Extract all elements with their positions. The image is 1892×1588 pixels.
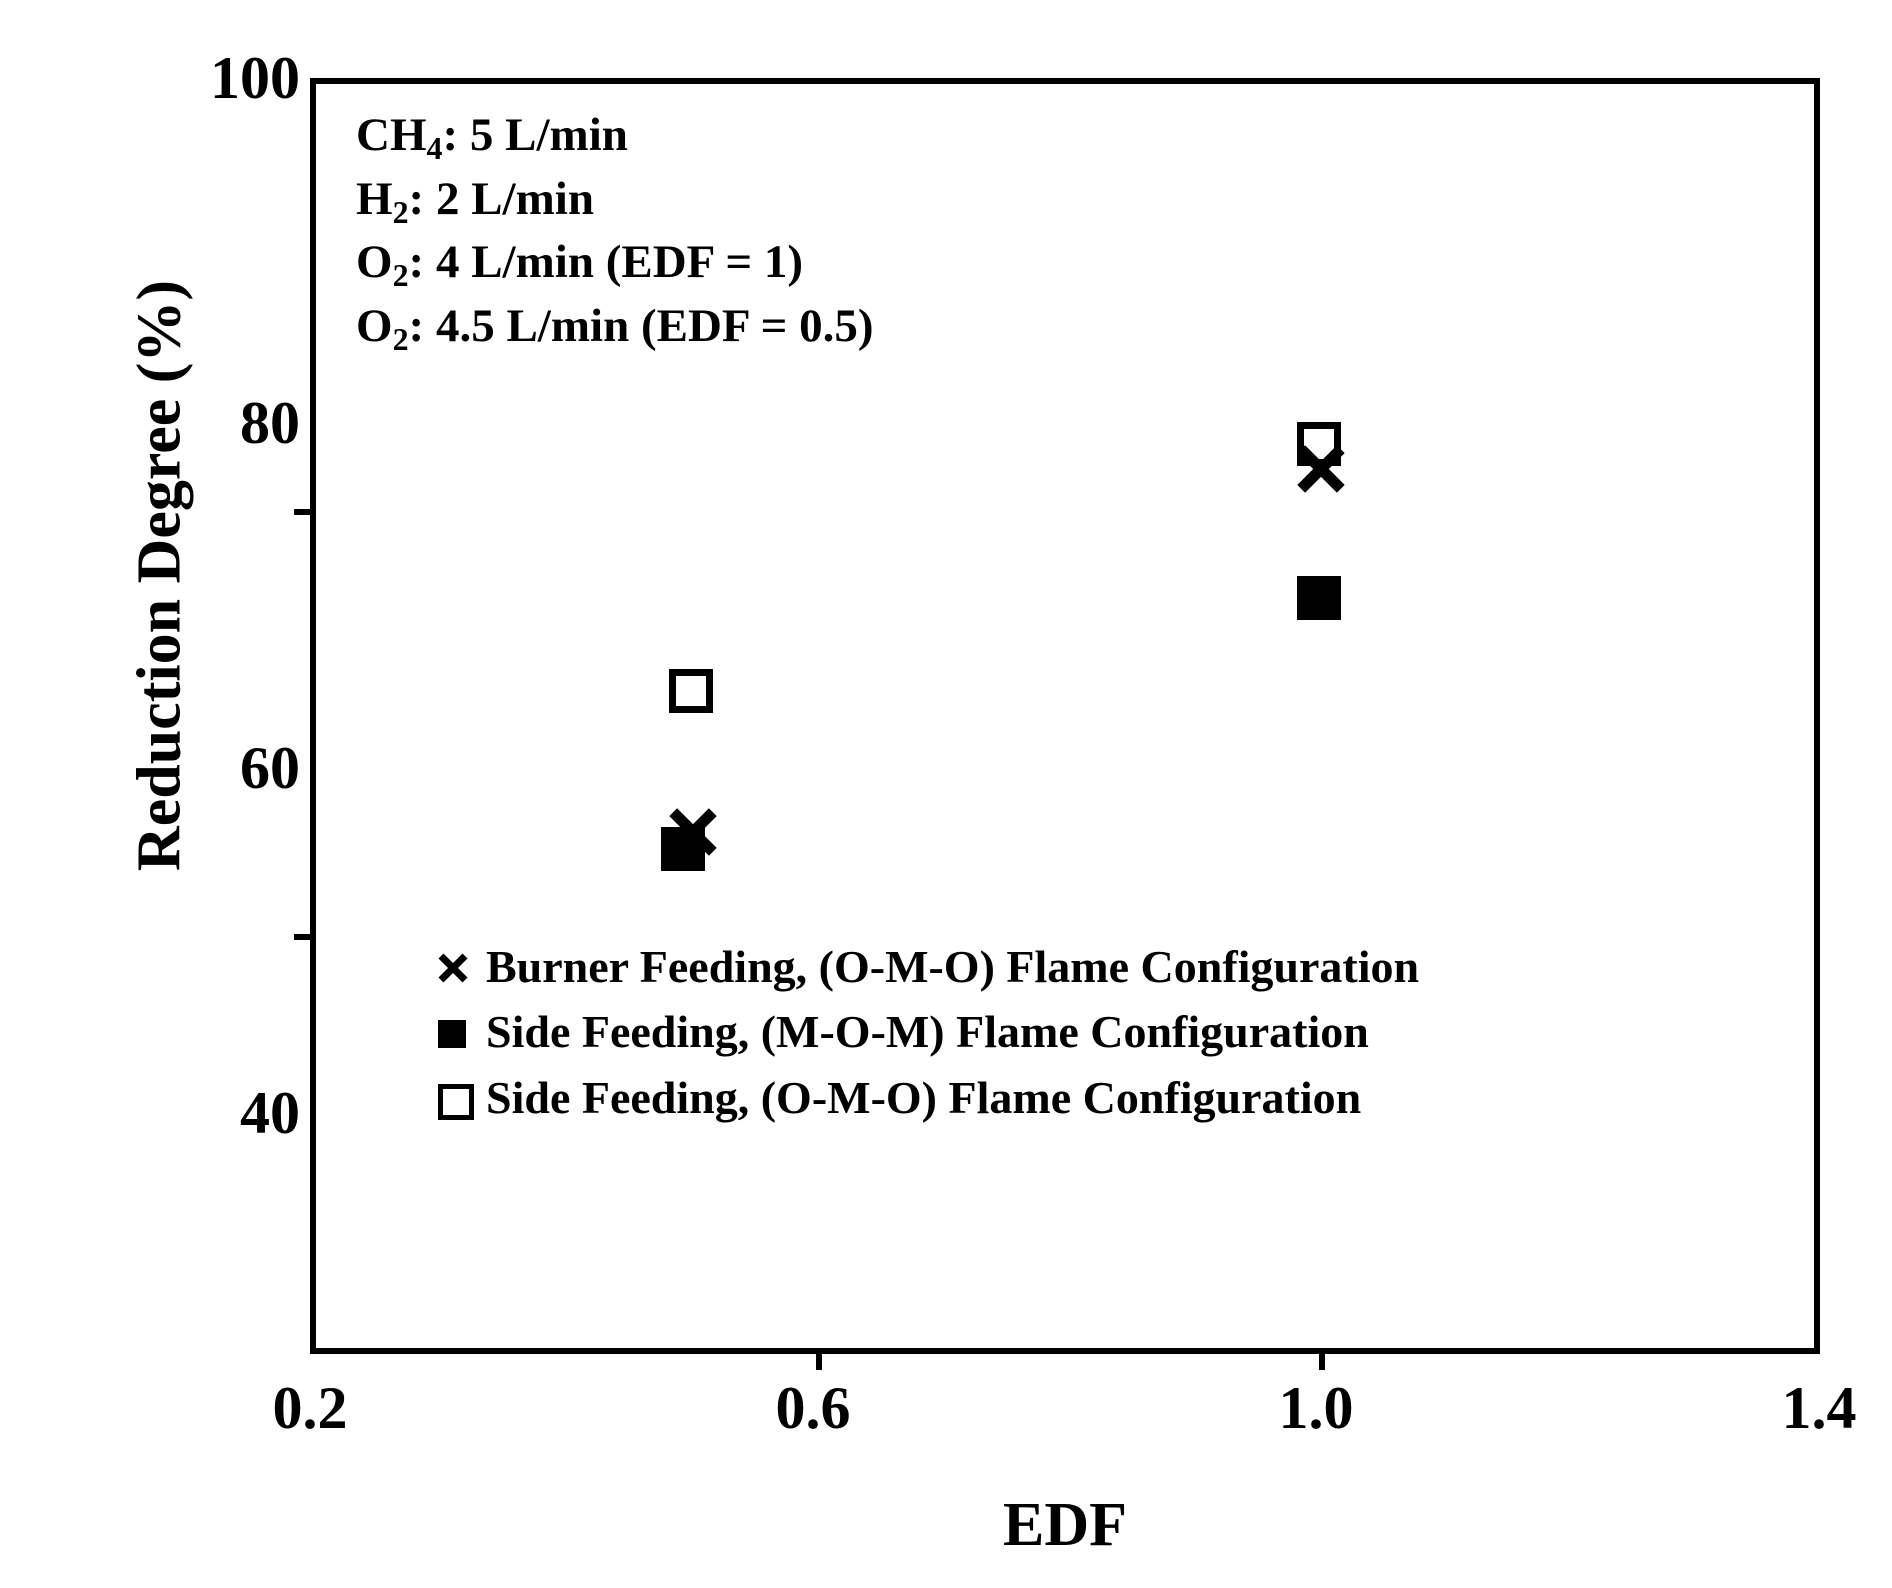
- legend-item-side-feeding-mom: [434, 999, 1419, 1064]
- condition-line-o2-edf1: $O_2$: 4 L/min (EDF = 1): [356, 236, 804, 293]
- plot-area: [310, 78, 1820, 1354]
- y-tick-label-100: 100: [210, 45, 300, 111]
- legend-label-burner-feeding: Burner Feeding, (O-M-O) Flame Configuration: [486, 941, 1420, 992]
- y-tick-label-80: 80: [240, 390, 300, 456]
- x-tick-label-0.2: 0.2: [272, 1375, 348, 1441]
- legend-item-burner-feeding: [434, 934, 1419, 999]
- open-square-marker-icon: [434, 1072, 486, 1122]
- y-tick-mark-80: [294, 509, 316, 515]
- x-axis-title: EDF: [1003, 1491, 1127, 1559]
- x-tick-label-1.4: 1.4: [1781, 1375, 1857, 1441]
- condition-line-h2: $H_2$: 2 L/min: [356, 172, 594, 230]
- x-tick-label-0.6: 0.6: [775, 1375, 851, 1441]
- data-point-cross-1.0: [1293, 441, 1349, 497]
- y-tick-label-40: 40: [240, 1080, 300, 1146]
- y-axis-title: Reduction Degree (%): [125, 279, 194, 872]
- condition-line-o2-edf05: $O_2$: 4.5 L/min (EDF = 0.5): [356, 299, 874, 357]
- filled-square-marker-icon: [434, 1007, 486, 1057]
- conditions-annotation: [356, 106, 874, 360]
- y-tick-mark-60: [294, 934, 316, 940]
- legend: [434, 934, 1419, 1130]
- x-tick-mark-1.0: [1319, 1348, 1325, 1370]
- legend-item-side-feeding-omo: [434, 1065, 1419, 1130]
- y-tick-label-60: 60: [240, 735, 300, 801]
- cross-marker-icon: [434, 942, 486, 992]
- data-point-open-square-0.5: [669, 669, 713, 713]
- data-point-filled-square-0.5: [661, 827, 705, 871]
- x-tick-mark-0.6: [816, 1348, 822, 1370]
- legend-label-side-feeding-omo: Side Feeding, (O-M-O) Flame Configuration: [486, 1071, 1362, 1123]
- legend-label-side-feeding-mom: Side Feeding, (M-O-M) Flame Configuration: [486, 1006, 1369, 1058]
- data-point-filled-square-1.0: [1297, 576, 1341, 620]
- condition-line-ch4: $CH_4$: 5 L/min: [356, 109, 628, 166]
- x-tick-label-1.0: 1.0: [1278, 1375, 1354, 1441]
